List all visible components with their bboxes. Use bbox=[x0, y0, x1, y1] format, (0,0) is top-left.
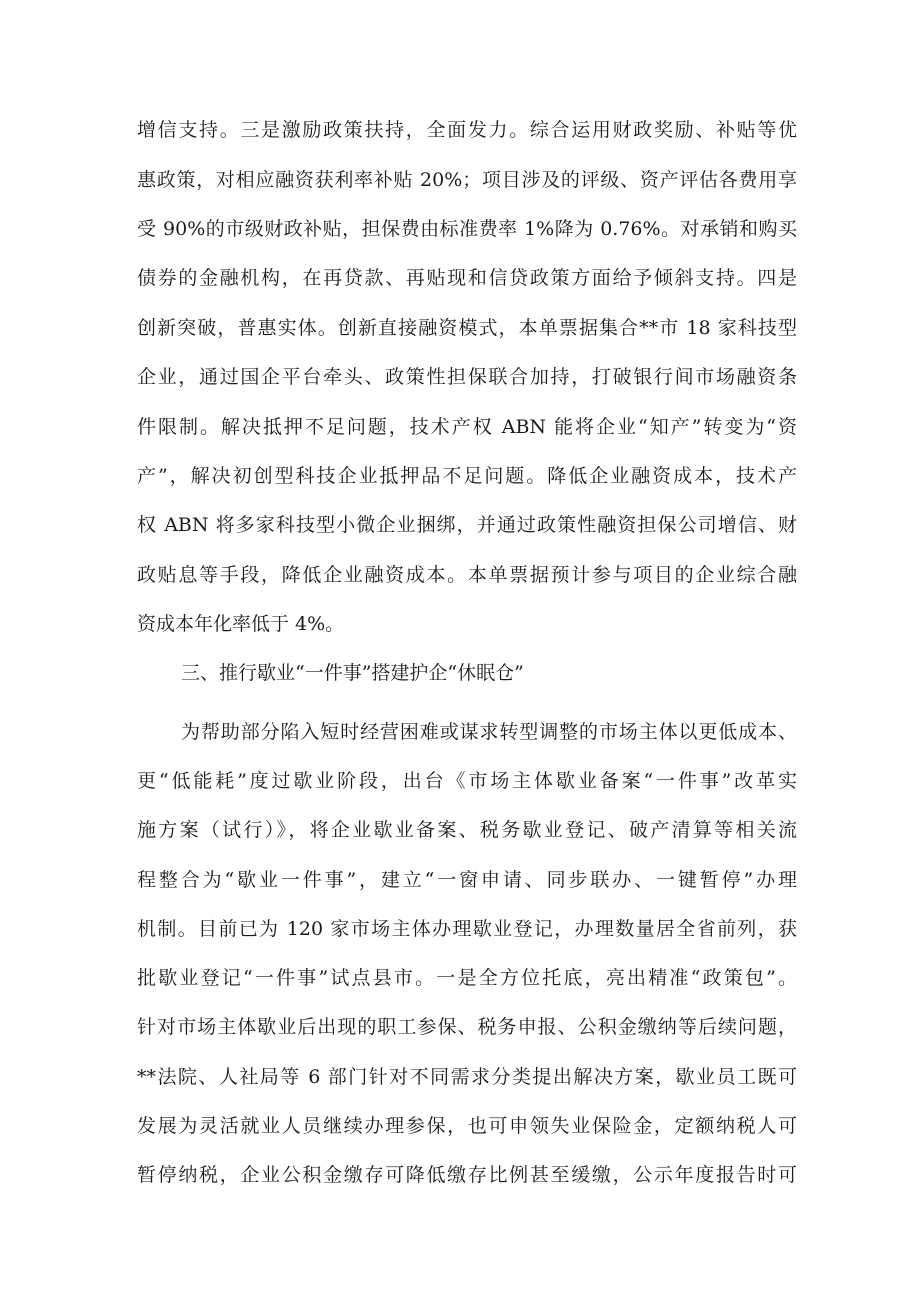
text-line: 发展为灵活就业人员继续办理参保，也可申领失业保险金，定额纳税人可 bbox=[137, 1115, 797, 1137]
text-line: 产”，解决初创型科技企业抵押品不足问题。降低企业融资成本，技术产 bbox=[137, 465, 797, 487]
text-line: 增信支持。三是激励政策扶持，全面发力。综合运用财政奖励、补贴等优 bbox=[137, 119, 797, 141]
section-heading: 三、推行歇业“一件事”搭建护企“休眠仓” bbox=[181, 662, 524, 684]
text-line: 批歇业登记“一件事”试点县市。一是全方位托底，亮出精准“政策包”。 bbox=[137, 967, 797, 989]
text-line: 机制。目前已为 120 家市场主体办理歇业登记，办理数量居全省前列，获 bbox=[137, 918, 797, 940]
text-line: 企业，通过国企平台牵头、政策性担保联合加持，打破银行间市场融资条 bbox=[137, 366, 797, 388]
text-line: 受 90%的市级财政补贴，担保费由标准费率 1%降为 0.76%。对承销和购买 bbox=[137, 218, 797, 240]
text-line: **法院、人社局等 6 部门针对不同需求分类提出解决方案，歇业员工既可 bbox=[137, 1066, 797, 1088]
text-line: 程整合为“歇业一件事”，建立“一窗申请、同步联办、一键暂停”办理 bbox=[137, 869, 797, 891]
text-line: 政贴息等手段，降低企业融资成本。本单票据预计参与项目的企业综合融 bbox=[137, 564, 797, 586]
text-line: 资成本年化率低于 4%。 bbox=[137, 613, 345, 635]
text-line: 暂停纳税，企业公积金缴存可降低缴存比例甚至缓缴，公示年度报告时可 bbox=[137, 1164, 797, 1186]
text-line: 为帮助部分陷入短时经营困难或谋求转型调整的市场主体以更低成本、 bbox=[181, 721, 797, 743]
text-line: 创新突破，普惠实体。创新直接融资模式，本单票据集合**市 18 家科技型 bbox=[137, 317, 797, 339]
text-line: 施方案（试行）》，将企业歇业备案、税务歇业登记、破产清算等相关流 bbox=[137, 819, 797, 841]
text-line: 针对市场主体歇业后出现的职工参保、税务申报、公积金缴纳等后续问题， bbox=[137, 1016, 797, 1038]
text-line: 权 ABN 将多家科技型小微企业捆绑，并通过政策性融资担保公司增信、财 bbox=[137, 514, 797, 536]
text-line: 债券的金融机构，在再贷款、再贴现和信贷政策方面给予倾斜支持。四是 bbox=[137, 267, 797, 289]
text-line: 件限制。解决抵押不足问题，技术产权 ABN 能将企业“知产”转变为“资 bbox=[137, 416, 797, 438]
text-line: 更“低能耗”度过歇业阶段，出台《市场主体歇业备案“一件事”改革实 bbox=[137, 770, 797, 792]
text-line: 惠政策，对相应融资获利率补贴 20%；项目涉及的评级、资产评估各费用享 bbox=[137, 169, 797, 191]
